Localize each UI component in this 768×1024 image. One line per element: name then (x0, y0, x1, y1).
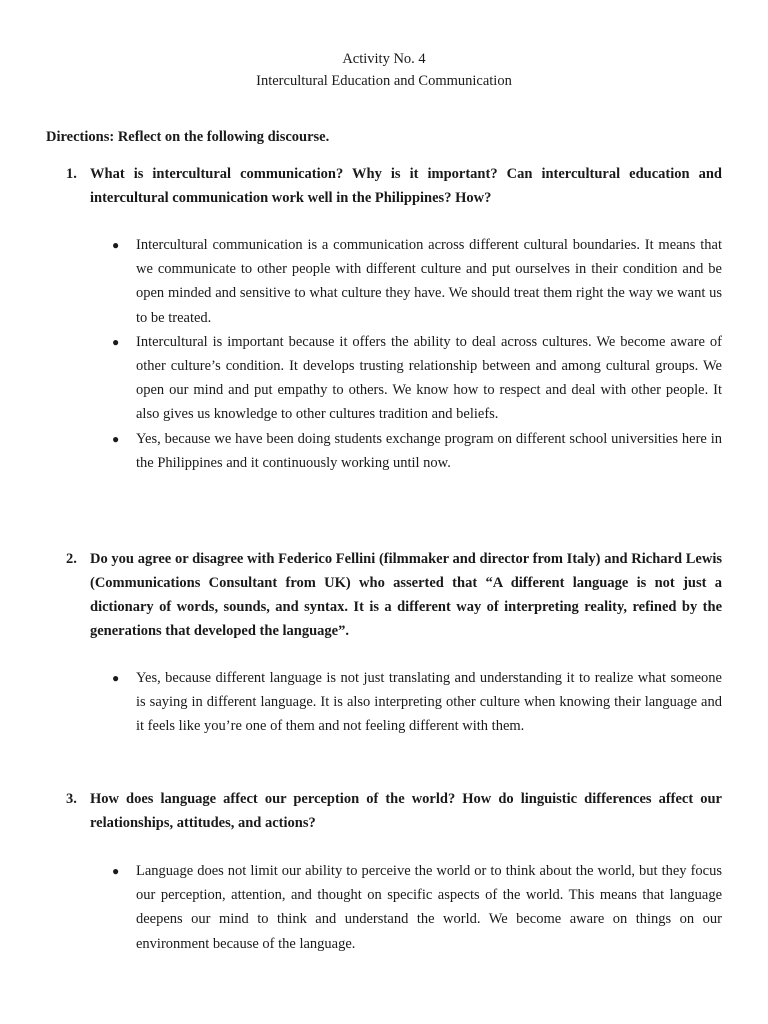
answer-item (108, 666, 722, 739)
question-number: 2. (66, 551, 77, 567)
title-block (0, 48, 768, 92)
answer-text: Language does not limit our ability to perceive the world or to think about the world, but they focus our perception, attention, and thought on specific aspects of the world. This means that language deepens our mind to think and understand the world. We become aware on things on our environment because of the language. (136, 863, 722, 952)
question-text: Do you agree or disagree with Federico Fellini (filmmaker and director from Italy) and Richard Lewis (Communications Consultant from UK) who asserted that “A different language is not just a dictionary of words, sounds, and syntax. It is a different way of interpreting reality, refined by the generations that developed the language”. (90, 551, 722, 639)
activity-subtitle: Intercultural Education and Communication (256, 73, 512, 89)
question-text: What is intercultural communication? Why is it important? Can intercultural education and intercultural communication work well in the Philippines? How? (90, 166, 722, 206)
bullet-icon: ● (112, 431, 120, 446)
bullet-icon: ● (112, 671, 120, 685)
answer-text: Yes, because different language is not just translating and understanding it to realize what someone is saying in different language. It is also interpreting other culture when knowing their language and it feels like you’re one of them and not feeling different with them. (136, 670, 722, 735)
answer-item (108, 859, 722, 956)
bullet-icon: ● (112, 864, 120, 878)
question-1 (66, 162, 722, 210)
question-2 (66, 547, 722, 643)
activity-number: Activity No. 4 (342, 51, 426, 67)
bullet-icon: ● (112, 238, 120, 252)
directions: Directions: Reflect on the following discourse. (46, 129, 330, 145)
answer-item (108, 233, 722, 330)
question-number: 1. (66, 166, 77, 182)
bullet-icon: ● (112, 334, 120, 349)
question-text: How does language affect our perception of the world? How do linguistic differences affect our relationships, attitudes, and actions? (90, 791, 722, 831)
answer-item (108, 427, 722, 475)
question-3 (66, 787, 722, 835)
answer-text: Intercultural communication is a communication across different cultural boundaries. It means that we communicate to other people with different culture and put ourselves in their condition and be open minded and sensitive to what culture they have. We should treat them right the way we want us to be treated. (136, 237, 722, 326)
question-number: 3. (66, 791, 77, 807)
answer-list-3 (108, 859, 722, 956)
answer-text: Yes, because we have been doing students exchange program on different school universities here in the Philippines and it continuously working until now. (136, 430, 722, 471)
answer-text: Intercultural is important because it offers the ability to deal across cultures. We become aware of other culture’s condition. It develops trusting relationship between and among cultural groups. We open our mind and put empathy to others. We know how to respect and deal with other people. It also gives us knowledge to other cultures tradition and beliefs. (136, 333, 722, 423)
answer-item (108, 330, 722, 427)
answer-list-2 (108, 666, 722, 739)
answer-list-1 (108, 233, 722, 475)
